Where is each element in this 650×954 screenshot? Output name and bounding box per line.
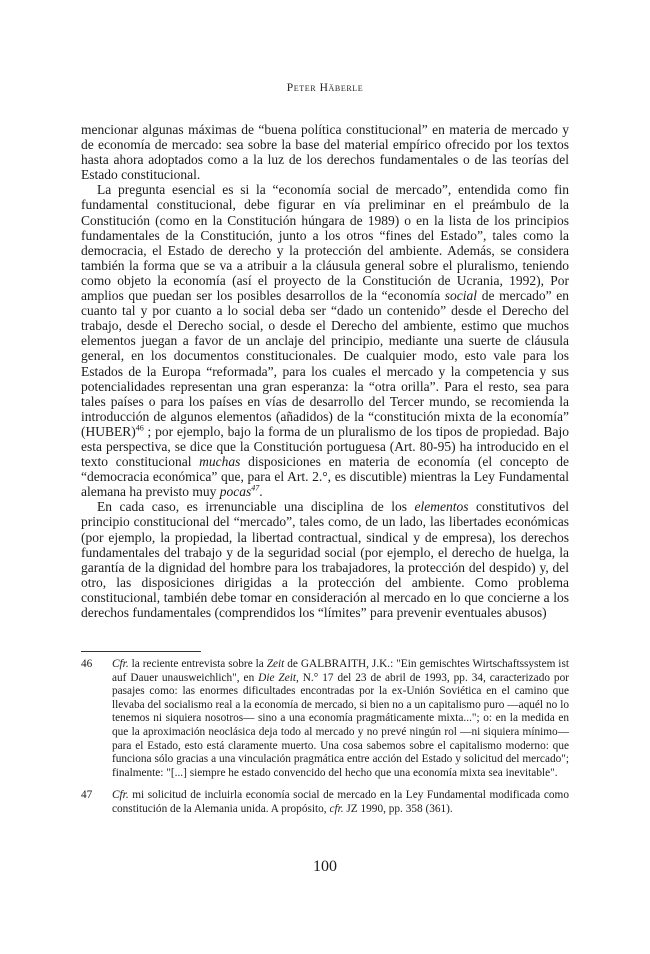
paragraph: En cada caso, es irrenunciable una disciplina de los elementos constitutivos del principio constitucional del “mercado”, tales como, de un lado, las libertades económicas (por ejemplo, la propiedad, la libertad contractual, sindical y de empresa), los derechos fundamentales del trabajo y de la seguridad social (por ejemplo, el derecho de huelga, la garantía de la dignidad del hombre para los trabajadores, la protección del despido) y, del otro, las disposiciones dirigidas a la protección del ambiente. Como problema constitucional, también debe tomar en consideración al mercado en lo que concierne a los derechos fundamentales (comprendidos los “límites” para prevenir eventuales abusos) (81, 499, 569, 620)
footnote-ref: 47 (251, 483, 260, 493)
paragraph: La pregunta esencial es si la “economía social de mercado”, entendida como fin fundamental constitucional, debe figurar en vía preliminar en el preámbulo de la Constitución (como en la Constitución húngara de 1989) o en la lista de los principios fundamentales de la Constitución, junto a los otros “fines del Estado”, tales como la democracia, el Estado de derecho y la protección del ambiente. Además, se considera también la forma que se va a atribuir a la cláusula general sobre el pluralismo, teniendo como objeto la economía (así el proyecto de la Constitución de Ucrania, 1992), Por amplios que puedan ser los posibles desarrollos de la “economía social de mercado” en cuanto tal y por cuanto a lo social deba ser “dado un contenido” desde el Derecho del trabajo, desde el Derecho social, o desde el Derecho del ambiente, estimo que muchos elementos juegan a favor de un anclaje del principio, mediante una suerte de cláusula general, en los documentos constitucionales. De cualquier modo, esto vale para los Estados de la Europa “reformada”, para los cuales el mercado y la competencia y sus potencialidades representan una gran esperanza: la “otra orilla”. Para el resto, sea para tales países o para los países en vías de desarrollo del Tercer mundo, se recomienda la introducción de algunos elementos (añadidos) de la “constitución mixta de la economía” (HUBER)$^{46}$ ; por ejemplo, bajo la forma de un pluralismo de los tipos de propiedad. Bajo esta perspectiva, se dice que la Constitución portuguesa (Art. 80-95) ha introducido en el texto constitucional muchas disposiciones en materia de economía (el concepto de “democracia económica” que, para el Art. 2.°, es discutible) mientras la Ley Fundamental alemana ha previsto muy pocas$^{47}$. (81, 182, 569, 500)
footnote-text: Cfr. la reciente entrevista sobre la Zeit de GALBRAITH, J.K.: "Ein gemischtes Wirtschaftssystem ist auf Dauer unausweichlich", en Die Zeit, N.° 17 del 23 de abril de 1993, pp. 34, caracterizado por pasajes como: las enormes dificultades encontradas por la ex-Unión Soviética en el camino que llevaba del socialismo real a la economía de mercado, si bien no a un capitalismo puro —aquél no lo tenemos ni siquiera nosotros— sino a una economía pragmáticamente mixta..."; o: en la medida en que la aproximación neoclásica deja todo al mercado y no prevé ningún rol —ni siquiera mínimo— para el Estado, esto está claramente muerto. Una cosa sabemos sobre el capitalismo moderno: que funciona sólo gracias a una vinculación pragmática entre acción del Estado y solicitud del mercado"; finalmente: "[...] siempre he estado convencido del hecho que una economía mixta sea inevitable". (112, 658, 569, 779)
main-text (81, 122, 569, 620)
footnote-47 (81, 789, 569, 816)
footnote-ref: 46 (135, 423, 144, 433)
author-name: Peter Häberle (286, 82, 364, 94)
running-header (0, 82, 650, 94)
page-number: 100 (313, 858, 337, 875)
footnote-46 (81, 658, 569, 780)
footnote-text: Cfr. mi solicitud de incluirla economía social de mercado en la Ley Fundamental modificada como constitución de la Alemania unida. A propósito, cfr. JZ 1990, pp. 358 (361). (112, 789, 569, 815)
footnotes (81, 658, 569, 826)
footnote-number: 46 (81, 658, 93, 670)
paragraph: mencionar algunas máximas de “buena política constitucional” en materia de mercado y de economía de mercado: sea sobre la base del material empírico ofrecido por los textos hasta ahora adoptados como a la luz de los derechos fundamentales o de las teorías del Estado constitucional. (81, 122, 569, 183)
footnote-separator (81, 651, 201, 652)
footnote-number: 47 (81, 789, 93, 802)
